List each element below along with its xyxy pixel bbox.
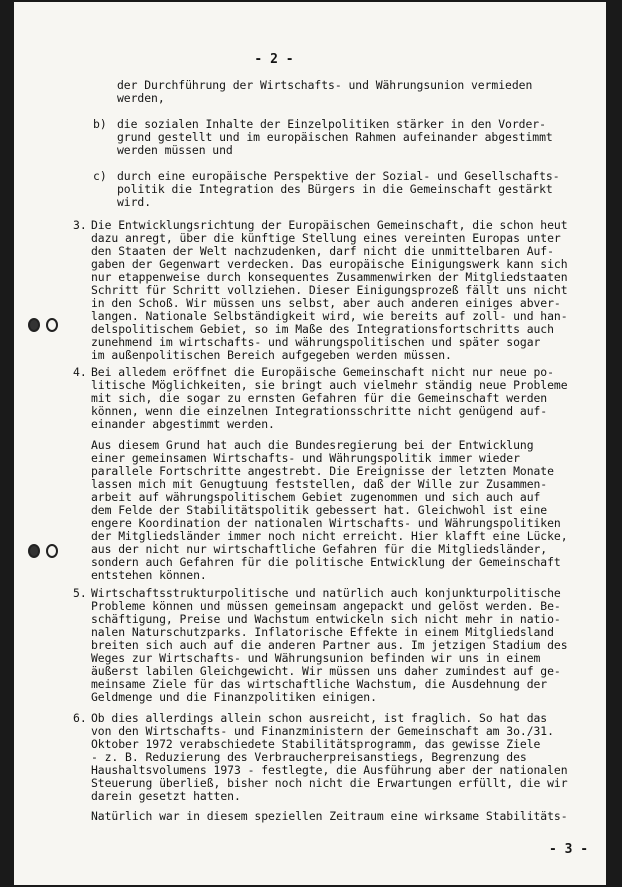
- punch-holes-lower: [28, 542, 64, 560]
- text-line: Ob dies allerdings allein schon ausreicht, ist fraglich. So hat das: [91, 711, 548, 725]
- text-line: grund gestellt und im europäischen Rahmen aufeinander abgestimmt: [117, 130, 553, 144]
- punch-hole-icon: [46, 544, 58, 558]
- text-line: der Mitgliedsländer immer noch nicht erreicht. Hier klafft eine Lücke,: [91, 529, 568, 543]
- item-marker: 6.: [73, 711, 87, 725]
- text-line: Geldmenge und die Finanzpolitiken einigen.: [91, 690, 377, 704]
- text-line: wird.: [117, 195, 152, 209]
- text-line: politik die Integration des Bürgers in die Gemeinschaft gestärkt: [117, 182, 553, 196]
- text-line: Probleme können und müssen gemeinsam angepackt und gelöst werden. Be-: [91, 599, 561, 613]
- text-line: von den Wirtschafts- und Finanzministern der Gemeinschaft am 3o./31.: [91, 724, 554, 738]
- text-line: litische Möglichkeiten, sie bringt auch vielmehr ständig neue Probleme: [91, 378, 568, 392]
- item-marker: c): [93, 169, 107, 183]
- text-line: den Staaten der Welt nachzudenken, darf nicht die unmittelbaren Auf-: [91, 244, 554, 258]
- text-line: breiten sich auch auf die anderen Partner aus. Im jetzigen Stadium des: [91, 638, 568, 652]
- punch-holes-upper: [28, 316, 64, 334]
- item-marker: b): [93, 117, 107, 131]
- text-line: dazu anregt, über die künftige Stellung eines vereinten Europas unter: [91, 231, 561, 245]
- text-line: gaben der Gegenwart verdecken. Das europäische Einigungswerk kann sich: [91, 257, 568, 271]
- text-line: engere Koordination der nationalen Wirtschafts- und Währungspolitiken: [91, 516, 561, 530]
- text-line: Die Entwicklungsrichtung der Europäischen Gemeinschaft, die schon heut: [91, 218, 568, 232]
- text-line: entstehen können.: [91, 568, 207, 582]
- item-marker: 4.: [73, 365, 87, 379]
- text-line: werden,: [117, 91, 165, 105]
- text-line: sondern auch Gefahren für die politische Entwicklung der Gemeinschaft: [91, 555, 561, 569]
- text-line: mit sich, die sogar zu ernsten Gefahren für die Gemeinschaft werden: [91, 391, 548, 405]
- text-line: meinsame Ziele für das wirtschaftliche Wachstum, die Ausdehnung der: [91, 677, 548, 691]
- text-line: zunehmend im wirtschafts- und währungspolitischen und später sogar: [91, 335, 541, 349]
- text-line: einander abgestimmt werden.: [91, 417, 275, 431]
- item-marker: 5.: [73, 586, 87, 600]
- punch-hole-icon: [46, 318, 58, 332]
- text-line: Natürlich war in diesem speziellen Zeitraum eine wirksame Stabilitäts-: [91, 809, 568, 823]
- text-line: Wirtschaftsstrukturpolitische und natürlich auch konjunkturpolitische: [91, 586, 561, 600]
- text-line: arbeit auf währungspolitischem Gebiet zugenommen und sich auch auf: [91, 490, 541, 504]
- text-line: einer gemeinsamen Wirtschafts- und Währungspolitik immer wieder: [91, 451, 520, 465]
- text-line: Schritt für Schritt vollziehen. Dieser Einigungsprozeß fällt uns nicht: [91, 283, 568, 297]
- text-line: Aus diesem Grund hat auch die Bundesregierung bei der Entwicklung: [91, 438, 534, 452]
- text-line: langen. Nationale Selbständigkeit wird, wie bereits auf zoll- und han-: [91, 309, 568, 323]
- text-line: die sozialen Inhalte der Einzelpolitiken stärker in den Vorder-: [117, 117, 546, 131]
- text-line: delspolitischem Gebiet, so im Maße des Integrationsfortschritts auch: [91, 322, 554, 336]
- text-line: darein gesetzt hatten.: [91, 789, 241, 803]
- text-line: äußerst labilen Gleichgewicht. Wir müssen uns daher zumindest auf ge-: [91, 664, 561, 678]
- text-line: schäftigung, Preise und Wachstum entwickeln sich nicht mehr in natio-: [91, 612, 561, 626]
- punch-hole-icon: [28, 318, 40, 332]
- text-line: dem Felde der Stabilitätspolitik gebessert hat. Gleichwohl ist eine: [91, 503, 548, 517]
- text-line: der Durchführung der Wirtschafts- und Währungsunion vermieden: [117, 78, 533, 92]
- text-line: durch eine europäische Perspektive der Sozial- und Gesellschafts-: [117, 169, 560, 183]
- punch-hole-icon: [28, 544, 40, 558]
- text-line: Weges zur Wirtschafts- und Währungsunion befinden wir uns in einem: [91, 651, 541, 665]
- text-line: nalen Naturschutzparks. Inflatorische Effekte in einem Mitgliedsland: [91, 625, 554, 639]
- text-line: Steuerung überließ, bisher noch nicht die Erwartungen erfüllt, die wir: [91, 776, 568, 790]
- text-line: lassen mich mit Genugtuung feststellen, daß der Wille zur Zusammen-: [91, 477, 548, 491]
- text-line: aus der nicht nur wirtschaftliche Gefahren für die Mitgliedsländer,: [91, 542, 548, 556]
- text-line: im außenpolitischen Bereich aufgegeben werden müssen.: [91, 348, 452, 362]
- text-line: parallele Fortschritte angestrebt. Die Ereignisse der letzten Monate: [91, 464, 554, 478]
- text-line: werden müssen und: [117, 143, 233, 157]
- text-line: Bei alledem eröffnet die Europäische Gemeinschaft nicht nur neue po-: [91, 365, 554, 379]
- text-line: in den Schoß. Wir müssen uns selbst, aber auch anderen einiges abver-: [91, 296, 561, 310]
- page-number-bottom: - 3 -: [549, 842, 589, 857]
- text-line: - z. B. Reduzierung des Verbraucherpreisanstiegs, Begrenzung des: [91, 750, 527, 764]
- text-line: Haushaltsvolumens 1973 - festlegte, die Ausführung aber der nationalen: [91, 763, 568, 777]
- text-line: Oktober 1972 verabschiedete Stabilitätsprogramm, das gewisse Ziele: [91, 737, 541, 751]
- text-line: nur etappenweise durch konsequentes Zusammenwirken der Mitgliedstaaten: [91, 270, 568, 284]
- text-line: können, wenn die einzelnen Integrationsschritte nicht genügend auf-: [91, 404, 548, 418]
- document-page: [14, 2, 606, 885]
- page-number-top: - 2 -: [254, 52, 294, 67]
- item-marker: 3.: [73, 218, 87, 232]
